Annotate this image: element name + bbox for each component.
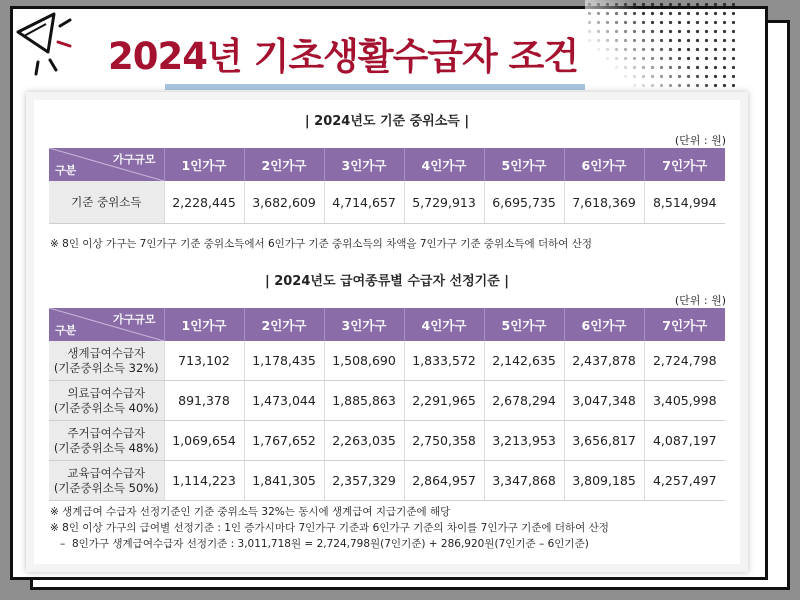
table-row — [49, 461, 725, 501]
table-cell: 4,257,497 — [644, 461, 725, 501]
column-header: 7인가구 — [644, 308, 725, 341]
column-header: 6인가구 — [564, 148, 644, 181]
table-cell: 3,213,953 — [484, 421, 564, 461]
corner-label-category: 구분 — [55, 324, 77, 337]
row-label: 의료급여수급자 (기준중위소득 40%) — [49, 381, 164, 421]
table-cell: 3,047,348 — [564, 381, 644, 421]
table-cell: 4,087,197 — [644, 421, 725, 461]
table-corner-header — [49, 308, 164, 341]
table-cell: 3,656,817 — [564, 421, 644, 461]
table-cell: 3,682,609 — [244, 181, 324, 224]
table-cell: 6,695,735 — [484, 181, 564, 224]
footnote: ※ 8인 이상 가구는 7인가구 기준 중위소득에서 6인가구 기준 중위소득의 차액을 7인가구 기준 중위소득에 더하여 산정 — [50, 238, 593, 250]
row-label: 생계급여수급자 (기준중위소득 32%) — [49, 341, 164, 381]
table-cell: 1,473,044 — [244, 381, 324, 421]
table-cell: 1,841,305 — [244, 461, 324, 501]
footnote: ※ 생계급여 수급자 선정기준인 기준 중위소득 32%는 동시에 생계급여 지급기준에 해당 — [50, 506, 451, 518]
table-cell: 1,833,572 — [404, 341, 484, 381]
unit-label: (단위 : 원) — [674, 294, 726, 307]
table-cell: 1,178,435 — [244, 341, 324, 381]
column-header: 1인가구 — [164, 308, 244, 341]
document-sheet — [26, 92, 748, 572]
column-header: 1인가구 — [164, 148, 244, 181]
column-header: 5인가구 — [484, 308, 564, 341]
column-header: 3인가구 — [324, 148, 404, 181]
column-header: 3인가구 — [324, 308, 404, 341]
table-corner-header — [49, 148, 164, 181]
column-header: 6인가구 — [564, 308, 644, 341]
corner-label-household: 가구규모 — [112, 153, 156, 166]
footnote: ※ 8인 이상 가구의 급여별 선정기준 : 1인 증가시마다 7인가구 기준과 6인가구 기준의 차이를 7인가구 기준에 더하여 산정 — [50, 522, 609, 534]
corner-label-category: 구분 — [55, 164, 77, 177]
column-header: 2인가구 — [244, 148, 324, 181]
column-header: 5인가구 — [484, 148, 564, 181]
unit-label: (단위 : 원) — [674, 134, 726, 147]
table-cell: 891,378 — [164, 381, 244, 421]
table-row — [49, 381, 725, 421]
table-cell: 2,228,445 — [164, 181, 244, 224]
table-cell: 2,291,965 — [404, 381, 484, 421]
table-cell: 3,405,998 — [644, 381, 725, 421]
footnote: – 8인가구 생계급여수급자 선정기준 : 3,011,718원 = 2,724,798원(7인기준) + 286,920원(7인기준 – 6인기준) — [50, 538, 589, 550]
table-cell: 1,114,223 — [164, 461, 244, 501]
section-title-selection-criteria: | 2024년도 급여종류별 수급자 선정기준 | — [264, 274, 510, 289]
column-header: 4인가구 — [404, 308, 484, 341]
table-cell: 2,437,878 — [564, 341, 644, 381]
section-title-median-income: | 2024년도 기준 중위소득 | — [304, 114, 470, 129]
table-cell: 2,263,035 — [324, 421, 404, 461]
column-header: 4인가구 — [404, 148, 484, 181]
row-label: 주거급여수급자 (기준중위소득 48%) — [49, 421, 164, 461]
table-cell: 713,102 — [164, 341, 244, 381]
table-row — [49, 341, 725, 381]
row-label: 기준 중위소득 — [49, 181, 164, 224]
table-cell: 2,142,635 — [484, 341, 564, 381]
megaphone-burst-icon — [14, 8, 74, 88]
page-title: 2024년 기초생활수급자 조건 — [108, 35, 579, 78]
table-cell: 3,347,868 — [484, 461, 564, 501]
table-row — [49, 421, 725, 461]
title-underline — [165, 84, 585, 90]
table-row — [49, 181, 725, 224]
table-cell: 2,724,798 — [644, 341, 725, 381]
table-cell: 7,618,369 — [564, 181, 644, 224]
table-cell: 2,678,294 — [484, 381, 564, 421]
table-cell: 4,714,657 — [324, 181, 404, 224]
table-cell: 3,809,185 — [564, 461, 644, 501]
table-cell: 8,514,994 — [644, 181, 725, 224]
median-income-table — [49, 148, 725, 224]
table-cell: 2,750,358 — [404, 421, 484, 461]
table-cell: 5,729,913 — [404, 181, 484, 224]
row-label: 교육급여수급자 (기준중위소득 50%) — [49, 461, 164, 501]
table-cell: 2,864,957 — [404, 461, 484, 501]
table-cell: 1,508,690 — [324, 341, 404, 381]
table-cell: 2,357,329 — [324, 461, 404, 501]
selection-criteria-table — [49, 308, 725, 501]
column-header: 2인가구 — [244, 308, 324, 341]
table-cell: 1,069,654 — [164, 421, 244, 461]
table-cell: 1,767,652 — [244, 421, 324, 461]
corner-label-household: 가구규모 — [112, 313, 156, 326]
table-cell: 1,885,863 — [324, 381, 404, 421]
column-header: 7인가구 — [644, 148, 725, 181]
